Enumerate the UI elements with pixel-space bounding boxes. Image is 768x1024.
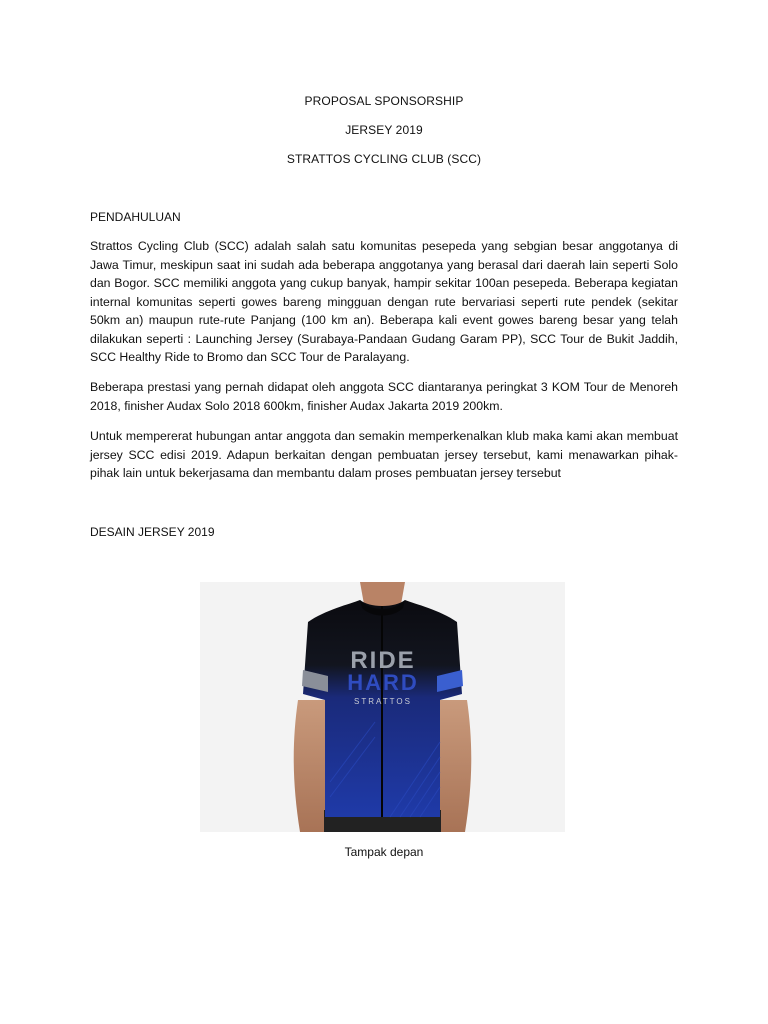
- paragraph-intro: Strattos Cycling Club (SCC) adalah salah satu komunitas pesepeda yang sebgian besar anggotanya di Jawa Timur, meskipun saat ini sudah ada beberapa anggotanya yang berasal dari daerah lain seperti Solo dan Bogor. SCC memiliki anggota yang cukup banyak, hampir sekitar 100an pesepeda. Beberapa kegiatan internal komunitas seperti gowes bareng mingguan dengan rute bervariasi seperti rute pendek (sekitar 50km an) maupun rute-rute Panjang (100 km an). Beberapa kali event gowes bareng besar yang telah dilakukan seperti : Launching Jersey (Surabaya-Pandaan Gudang Garam PP), SCC Tour de Bukit Jaddih, SCC Healthy Ride to Bromo dan SCC Tour de Paralayang.: [90, 239, 678, 364]
- doc-subtitle-club: STRATTOS CYCLING CLUB (SCC): [286, 152, 482, 166]
- section-heading-pendahuluan: PENDAHULUAN: [90, 210, 181, 224]
- photo-caption: Tampak depan: [344, 845, 424, 859]
- jersey-text-hard: HARD: [347, 670, 419, 695]
- doc-subtitle-jersey: JERSEY 2019: [345, 123, 423, 137]
- paragraph-achievements: Beberapa prestasi yang pernah didapat oleh anggota SCC diantaranya peringkat 3 KOM Tour de Menoreh 2018, finisher Audax Solo 2018 600km, finisher Audax Jakarta 2019 200km.: [90, 380, 678, 413]
- jersey-text-ride: RIDE: [350, 647, 416, 674]
- doc-title: PROPOSAL SPONSORSHIP: [304, 94, 464, 108]
- section-heading-desain: DESAIN JERSEY 2019: [90, 525, 215, 539]
- jersey-photo: [200, 582, 565, 832]
- jersey-text-strattos: STRATTOS: [354, 697, 412, 706]
- paragraph-purpose: Untuk mempererat hubungan antar anggota dan semakin memperkenalkan klub maka kami akan membuat jersey SCC edisi 2019. Adapun berkaitan dengan pembuatan jersey tersebut, kami menawarkan pihak-pihak lain untuk bekerjasama dan membantu dalam proses pembuatan jersey tersebut: [90, 429, 678, 480]
